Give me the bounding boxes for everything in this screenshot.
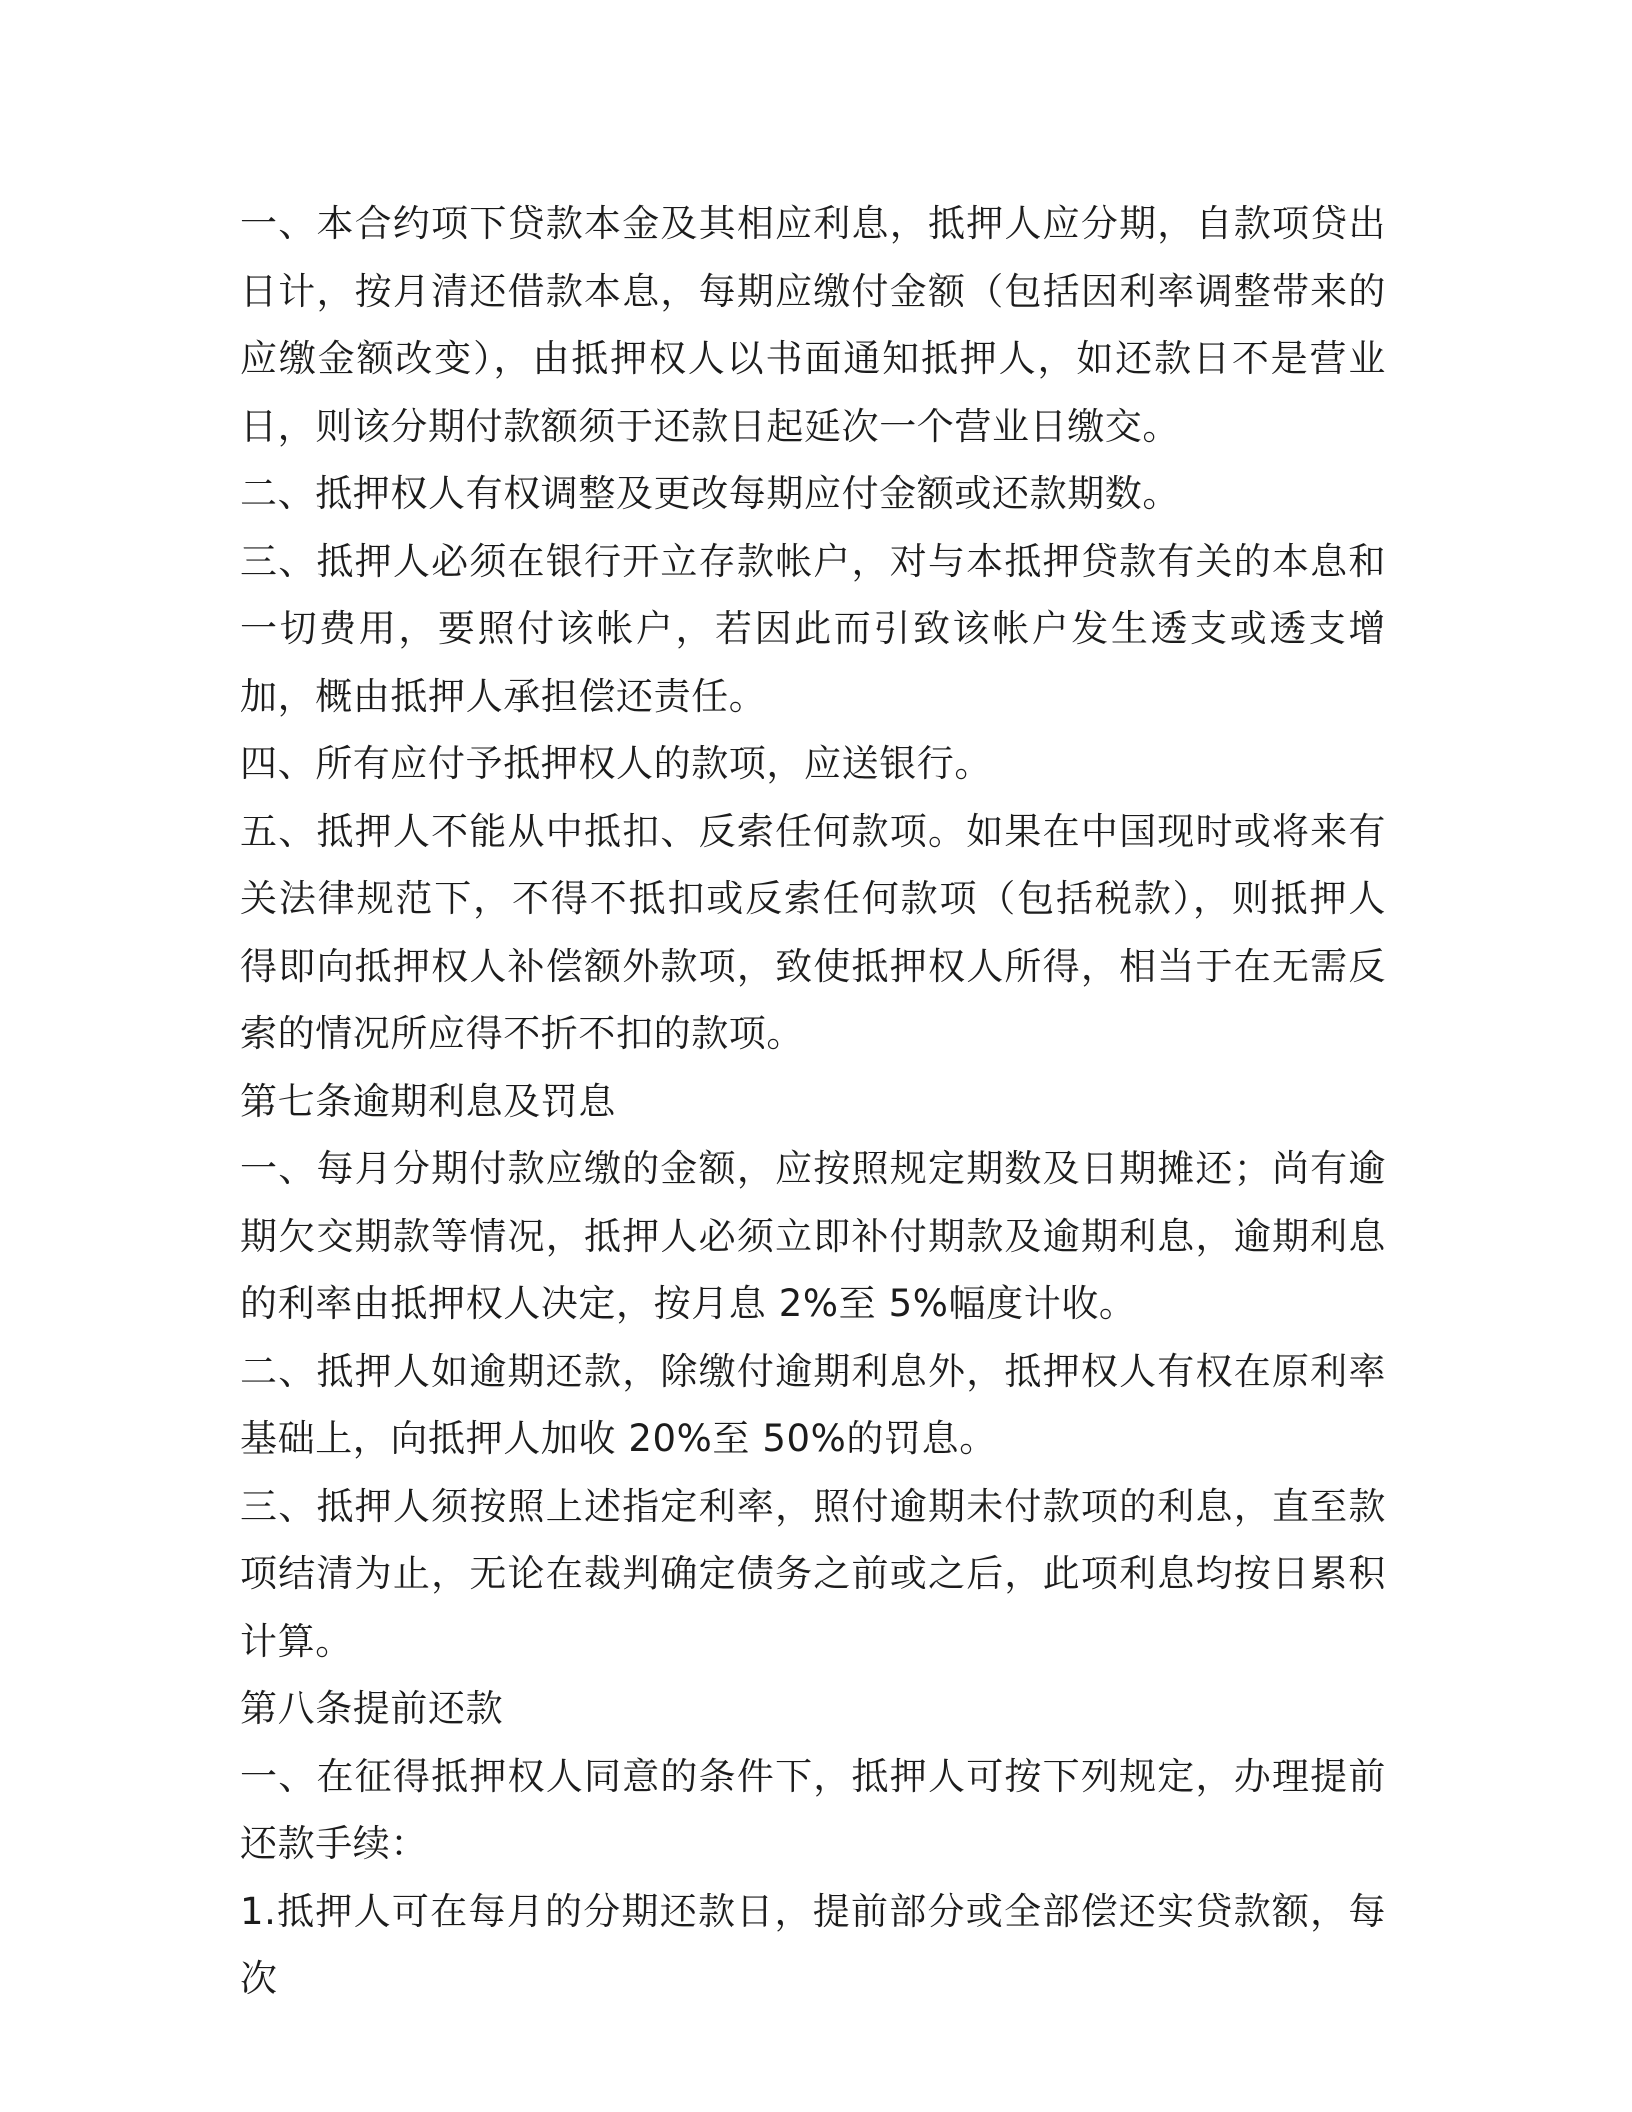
clause-4-payments-to-bank: 四、所有应付予抵押权人的款项，应送银行。 xyxy=(240,742,992,785)
clause-3-deposit-account: 三、抵押人必须在银行开立存款帐户，对与本抵押贷款有关的本息和一切费用，要照付该帐户，若因此而引致该帐户发生透支或透支增加，概由抵押人承担偿还责任。 xyxy=(240,539,1386,718)
clause-1-repayment-schedule: 一、本合约项下贷款本金及其相应利息，抵押人应分期，自款项贷出日计，按月清还借款本息，每期应缴付金额（包括因利率调整带来的应缴金额改变），由抵押权人以书面通知抵押人，如还款日不是营业日，则该分期付款额须于还款日起延次一个营业日缴交。 xyxy=(240,202,1386,448)
article-7-heading: 第七条逾期利息及罚息 xyxy=(240,1079,616,1123)
article-7-clause-1: 一、每月分期付款应缴的金额，应按照规定期数及日期摊还；尚有逾期欠交期款等情况，抵押人必须立即补付期款及逾期利息，逾期利息的利率由抵押权人决定，按月息 2%至 5%幅度计收。 xyxy=(240,1147,1386,1325)
article-8-heading: 第八条提前还款 xyxy=(240,1687,504,1730)
document-body xyxy=(240,190,1386,2013)
article-7-clause-2: 二、抵押人如逾期还款，除缴付逾期利息外，抵押权人有权在原利率基础上，向抵押人加收 20%至 50%的罚息。 xyxy=(240,1349,1386,1460)
article-8-item-1: 1.抵押人可在每月的分期还款日，提前部分或全部偿还实贷款额，每次 xyxy=(240,1889,1386,2000)
clause-2-adjust-installments: 二、抵押权人有权调整及更改每期应付金额或还款期数。 xyxy=(240,472,1180,515)
article-8-clause-1: 一、在征得抵押权人同意的条件下，抵押人可按下列规定，办理提前还款手续： xyxy=(240,1754,1386,1865)
article-7-clause-3: 三、抵押人须按照上述指定利率，照付逾期未付款项的利息，直至款项结清为止，无论在裁判确定债务之前或之后，此项利息均按日累积计算。 xyxy=(240,1484,1386,1663)
clause-5-no-deduction: 五、抵押人不能从中抵扣、反索任何款项。如果在中国现时或将来有关法律规范下，不得不抵扣或反索任何款项（包括税款），则抵押人得即向抵押权人补偿额外款项，致使抵押权人所得，相当于在无需反索的情况所应得不折不扣的款项。 xyxy=(240,809,1386,1055)
